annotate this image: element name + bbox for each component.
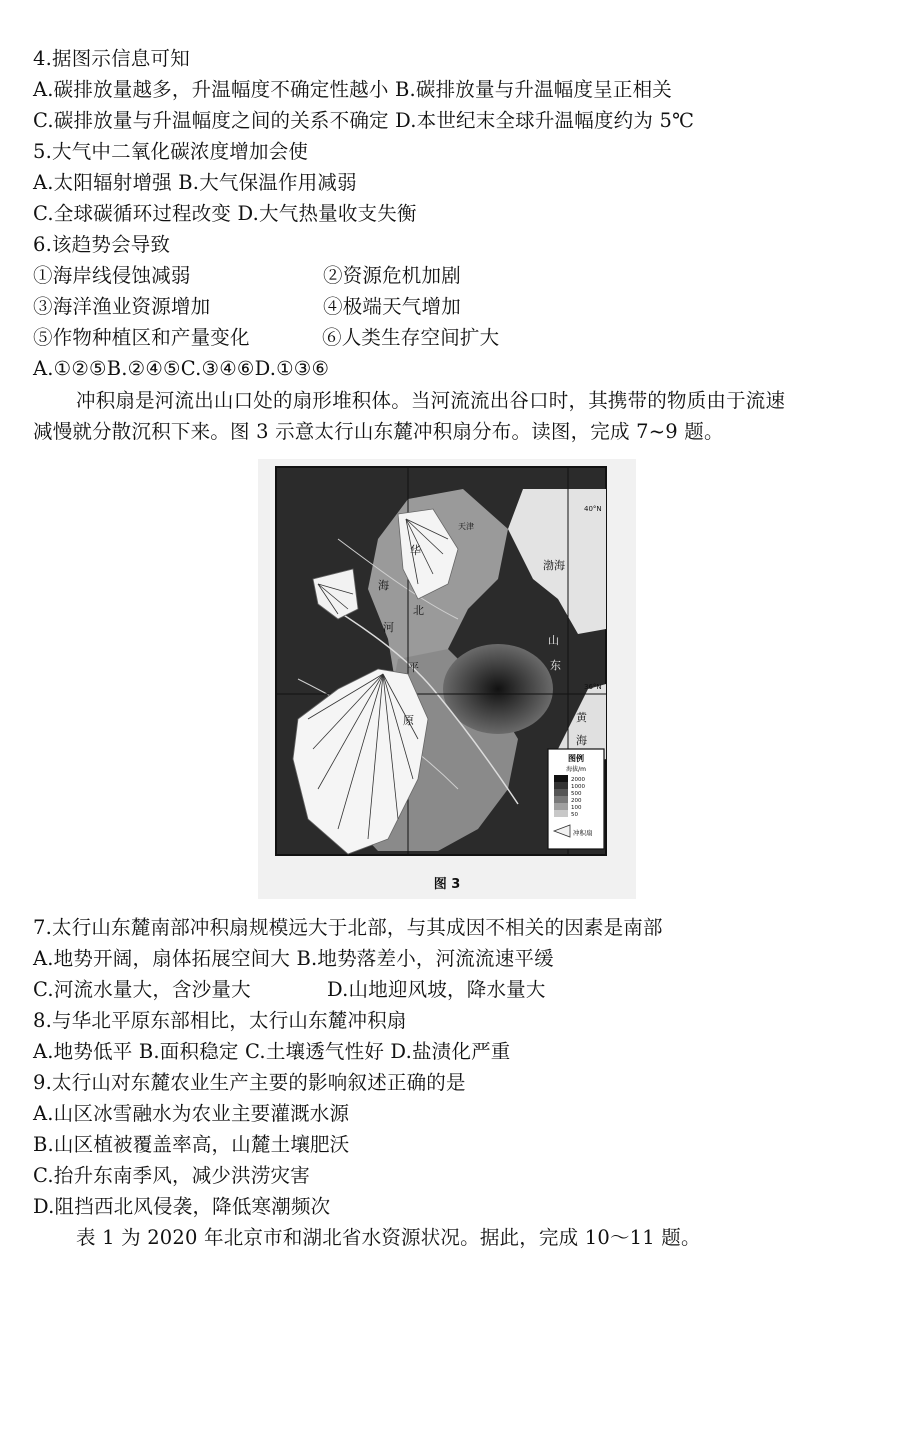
legend-value-5: 100 bbox=[571, 805, 582, 811]
q9-option-d: D.阻挡西北风侵袭，降低寒潮频次 bbox=[33, 1195, 331, 1218]
legend-title: 图例 bbox=[568, 754, 584, 763]
label-dong: 东 bbox=[550, 659, 561, 672]
q7-stem: 7.太行山东麓南部冲积扇规模远大于北部，与其成因不相关的因素是南部 bbox=[33, 916, 663, 939]
label-shan: 山 bbox=[548, 634, 559, 647]
q9-option-a: A.山区冰雪融水为农业主要灌溉水源 bbox=[33, 1102, 350, 1125]
q8-options: A.地势低平 B.面积稳定 C.土壤透气性好 D.盐渍化严重 bbox=[33, 1040, 511, 1063]
legend-unit: 海拔/m bbox=[566, 766, 586, 773]
fan-intro-line1: 冲积扇是河流出山口处的扇形堆积体。当河流流出谷口时，其携带的物质由于流速 bbox=[76, 389, 786, 412]
label-bei: 北 bbox=[413, 604, 424, 617]
q6-answer-options: A.①②⑤B.②④⑤C.③④⑥D.①③⑥ bbox=[33, 357, 330, 380]
q8-stem: 8.与华北平原东部相比，太行山东麓冲积扇 bbox=[33, 1009, 407, 1032]
label-haihe-hai: 海 bbox=[378, 579, 389, 592]
q6-item-6: ⑥人类生存空间扩大 bbox=[322, 326, 500, 349]
label-lat40: 40°N bbox=[584, 505, 602, 513]
legend bbox=[548, 749, 604, 849]
shandong-hills bbox=[443, 644, 553, 734]
label-ping: 平 bbox=[408, 661, 419, 674]
figure-caption: 图 3 bbox=[433, 877, 461, 892]
q4-stem: 4.据图示信息可知 bbox=[33, 47, 190, 70]
q9-option-c: C.抬升东南季风，减少洪涝灾害 bbox=[33, 1164, 310, 1187]
q6-item-1: ①海岸线侵蚀减弱 bbox=[33, 264, 191, 287]
q7-option-c: C.河流水量大，含沙量大 bbox=[33, 978, 251, 1001]
table-intro: 表 1 为 2020 年北京市和湖北省水资源状况。据此，完成 10～11 题。 bbox=[76, 1226, 701, 1249]
q9-stem: 9.太行山对东麓农业生产主要的影响叙述正确的是 bbox=[33, 1071, 466, 1094]
legend-value-4: 200 bbox=[571, 798, 582, 804]
legend-value-1: 2000 bbox=[571, 777, 585, 783]
label-hai: 海 bbox=[576, 734, 587, 747]
q4-options-cd: C.碳排放量与升温幅度之间的关系不确定 D.本世纪末全球升温幅度约为 5℃ bbox=[33, 109, 695, 132]
q5-options-cd: C.全球碳循环过程改变 D.大气热量收支失衡 bbox=[33, 202, 417, 225]
label-hua: 华 bbox=[410, 544, 421, 557]
q4-options-ab: A.碳排放量越多，升温幅度不确定性越小 B.碳排放量与升温幅度呈正相关 bbox=[33, 78, 673, 101]
q6-items-row2 bbox=[33, 291, 633, 322]
q7-options-cd bbox=[33, 974, 633, 1005]
label-tianjin: 天津 bbox=[458, 522, 474, 531]
q6-items-row1 bbox=[33, 260, 633, 291]
q6-item-2: ②资源危机加剧 bbox=[323, 264, 461, 287]
label-haihe-he: 河 bbox=[383, 621, 394, 634]
legend-value-6: 50 bbox=[571, 812, 578, 818]
legend-fan-label: 冲积扇 bbox=[573, 829, 593, 837]
q7-option-d: D.山地迎风坡，降水量大 bbox=[327, 978, 546, 1001]
map-svg bbox=[258, 459, 636, 899]
figure-3-map bbox=[258, 459, 636, 899]
label-yuan: 原 bbox=[403, 714, 414, 727]
q6-item-5: ⑤作物种植区和产量变化 bbox=[33, 326, 250, 349]
q6-item-3: ③海洋渔业资源增加 bbox=[33, 295, 211, 318]
q5-stem: 5.大气中二氧化碳浓度增加会使 bbox=[33, 140, 309, 163]
q5-options-ab: A.太阳辐射增强 B.大气保温作用减弱 bbox=[33, 171, 357, 194]
legend-value-3: 500 bbox=[571, 791, 582, 797]
q9-option-b: B.山区植被覆盖率高，山麓土壤肥沃 bbox=[33, 1133, 350, 1156]
label-bohai: 渤海 bbox=[543, 559, 565, 572]
q6-stem: 6.该趋势会导致 bbox=[33, 233, 171, 256]
label-lat36: 36°N bbox=[584, 683, 602, 691]
q6-item-4: ④极端天气增加 bbox=[323, 295, 461, 318]
q6-items-row3 bbox=[33, 322, 633, 353]
q7-options-ab: A.地势开阔，扇体拓展空间大 B.地势落差小，河流流速平缓 bbox=[33, 947, 554, 970]
label-huang: 黄 bbox=[576, 711, 587, 724]
legend-value-2: 1000 bbox=[571, 784, 585, 790]
fan-intro-line2: 减慢就分散沉积下来。图 3 示意太行山东麓冲积扇分布。读图，完成 7~9 题。 bbox=[33, 420, 724, 443]
